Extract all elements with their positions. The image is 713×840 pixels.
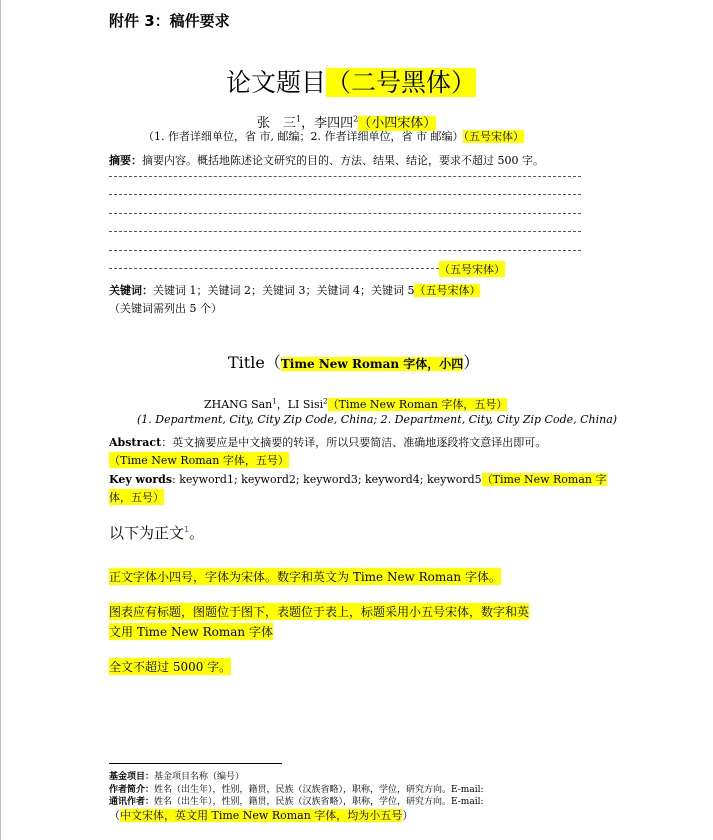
keywords-en-text: : keyword1; keyword2; keyword3; keyword4; keyword5 [172, 473, 482, 486]
abstract-line [109, 268, 439, 269]
abstract-font-note: （五号宋体） [439, 263, 505, 276]
note-text: 中文宋体，英文用 Time New Roman 字体，均为小五号 [120, 809, 403, 822]
abstract-label: 摘要： [109, 154, 142, 167]
abstract-en-text: ：英文摘要应是中文摘要的转译，所以只要简洁、准确地逐段将文意译出即可。 [161, 436, 547, 449]
footnote-separator [109, 763, 282, 764]
abstract-en [109, 434, 546, 450]
keywords-text: 关键词 1；关键词 2；关键词 3；关键词 4；关键词 5 [153, 284, 415, 297]
fund-label: 基金项目： [109, 772, 155, 782]
author-2-name: ，李四四 [301, 116, 354, 131]
fund-text: 基金项目名称（编号） [154, 772, 245, 782]
attachment-title: 附件 3：稿件要求 [109, 12, 230, 30]
note-paren: ） [402, 809, 414, 822]
abstract-cn [109, 152, 544, 168]
footnote-font-note [109, 807, 413, 823]
body-paragraph-2-line1: 图表应有标题，图题位于图下，表题位于表上，标题采用小五号宋体，数字和英 [109, 605, 530, 619]
paper-title-cn [226, 63, 476, 99]
title-en-paren: ） [463, 353, 480, 372]
keywords-font-note: （五号宋体） [414, 284, 481, 297]
author-1-name: 张 三 [257, 116, 297, 131]
abstract-line [109, 231, 581, 232]
footnote-corresponding [109, 794, 484, 807]
author-en-2-sup: 2 [323, 397, 328, 406]
keywords-en-label: Key words [109, 473, 173, 486]
keywords-en [109, 471, 607, 487]
title-font-note: （二号黑体） [326, 68, 477, 97]
author-info-text: 姓名（出生年），性别，籍贯，民族（汉族省略），职称，学位，研究方向。E-mail: [154, 785, 484, 795]
affiliation-font-note: （五号宋体） [463, 130, 524, 143]
abstract-line [109, 194, 581, 195]
abstract-line [109, 176, 581, 177]
note-paren: （ [109, 809, 120, 822]
author-info-label: 作者简介： [109, 785, 155, 795]
abstract-line [109, 250, 581, 251]
body-paragraph-1: 正文字体小四号，字体为宋体。数字和英文为 Time New Roman 字体。 [109, 570, 501, 584]
corresponding-label: 通讯作者： [109, 797, 155, 807]
body-intro-text: 以下为正文 [109, 524, 185, 542]
keywords-count-note: （关键词需列出 5 个） [109, 302, 222, 315]
body-intro [109, 522, 204, 543]
page-left-border [0, 0, 1, 840]
title-en-paren: （ [264, 353, 281, 372]
author-en-1-sup: 1 [272, 397, 277, 406]
author-1-sup: 1 [296, 114, 302, 124]
abstract-en-font-note: （Time New Roman 字体，五号） [109, 454, 289, 467]
title-en-text: Title [228, 353, 265, 372]
corresponding-text: 姓名（出生年），性别，籍贯，民族（汉族省略），职称，学位，研究方向。E-mail: [154, 797, 484, 807]
authors-en-font-note: （Time New Roman 字体，五号） [327, 398, 508, 411]
footnote-fund [109, 769, 244, 782]
body-paragraph-3: 全文不超过 5000 字。 [109, 660, 232, 674]
author-en-2: ，LI Sisi [276, 398, 324, 411]
title-text: 论文题目 [226, 68, 327, 97]
affiliation-en: (1. Department, City, City Zip Code, China; 2. Department, City, City Zip Code, China) [137, 413, 618, 426]
keywords-en-font-note: （Time New Roman 字 [481, 473, 607, 486]
author-en-1: ZHANG San [204, 398, 273, 411]
title-en-font-note: Time New Roman 字体，小四 [280, 357, 464, 371]
affiliation-text: （1. 作者详细单位，省 市, 邮编；2. 作者详细单位，省 市 邮编） [143, 130, 464, 143]
footnote-ref[interactable]: 1 [184, 525, 190, 534]
affiliation-cn [143, 128, 524, 144]
authors-font-note: （小四宋体） [358, 116, 437, 131]
keywords-label: 关键词： [109, 284, 153, 297]
body-paragraph-2-line2: 文用 Time New Roman 字体 [109, 625, 273, 639]
abstract-line [109, 213, 581, 214]
author-2-sup: 2 [353, 114, 359, 124]
keywords-en-font-note-cont: 体，五号） [109, 491, 164, 504]
keywords-cn [109, 282, 480, 298]
paper-title-en [228, 350, 479, 373]
abstract-en-label: Abstract [109, 436, 162, 449]
abstract-text: 摘要内容。概括地陈述论文研究的目的、方法、结果、结论，要求不超过 500 字。 [142, 154, 544, 167]
body-intro-end: 。 [189, 524, 205, 542]
authors-en [204, 396, 507, 412]
